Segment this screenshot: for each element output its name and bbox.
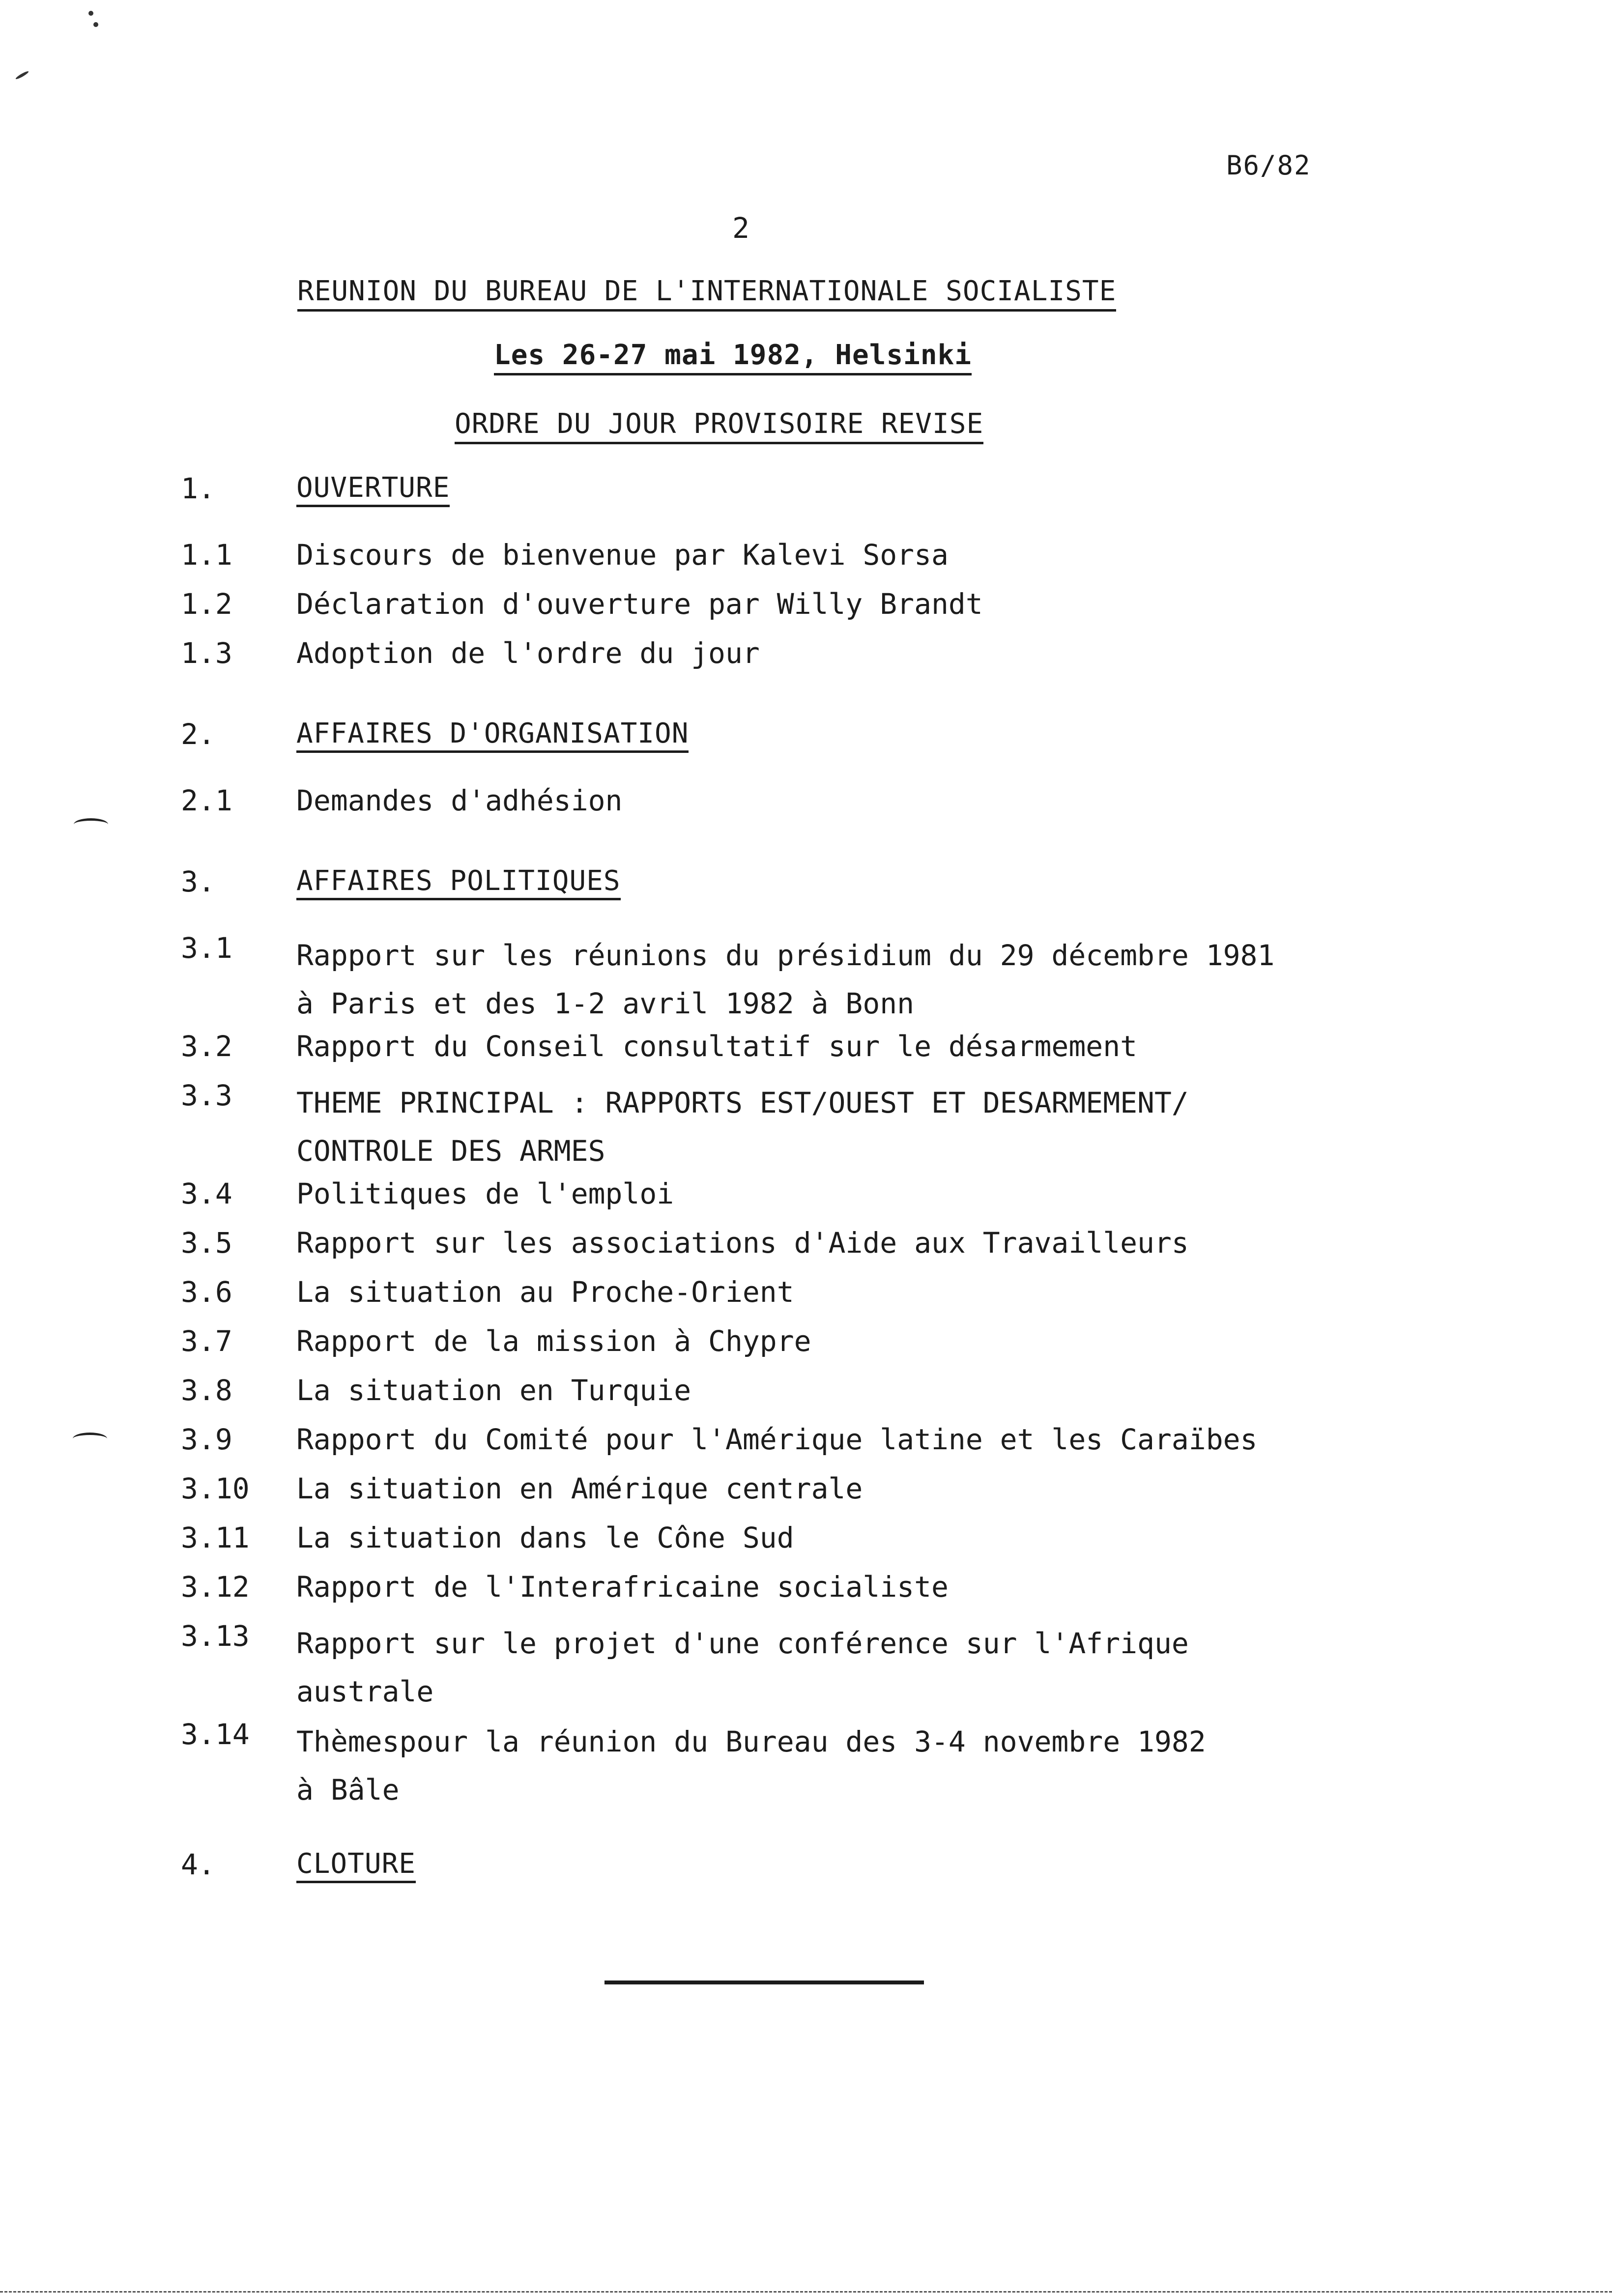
- scan-speck: [93, 22, 98, 27]
- margin-mark: [73, 1433, 107, 1445]
- item-number: 3.10: [181, 1472, 250, 1505]
- item-text: [296, 1619, 1189, 1716]
- item-text: La situation en Turquie: [296, 1374, 691, 1407]
- section-number: 3.: [181, 865, 215, 898]
- item-text: Rapport de l'Interafricaine socialiste: [296, 1570, 949, 1604]
- section-title: CLOTURE: [296, 1848, 416, 1883]
- section-number: 4.: [181, 1848, 215, 1881]
- item-number: 1.3: [181, 636, 232, 670]
- item-number: 3.11: [181, 1521, 250, 1554]
- meeting-title: REUNION DU BUREAU DE L'INTERNATIONALE SOCIALISTE: [297, 275, 1116, 312]
- item-text: Rapport du Comité pour l'Amérique latine et les Caraïbes: [296, 1423, 1258, 1456]
- item-text-line: Rapport sur le projet d'une conférence sur l'Afrique: [296, 1627, 1189, 1660]
- item-number: 3.5: [181, 1226, 232, 1260]
- section-title: AFFAIRES D'ORGANISATION: [296, 718, 689, 753]
- item-number: 3.9: [181, 1423, 232, 1456]
- item-text: [296, 1718, 1206, 1814]
- item-number: 3.14: [181, 1718, 250, 1751]
- section-title: AFFAIRES POLITIQUES: [296, 865, 621, 900]
- item-number: 1.2: [181, 587, 232, 621]
- item-text: Rapport de la mission à Chypre: [296, 1324, 811, 1358]
- item-text-line: australe: [296, 1675, 434, 1708]
- item-text: Demandes d'adhésion: [296, 784, 623, 817]
- scan-edge-line: [0, 2291, 1612, 2294]
- item-number: 3.8: [181, 1374, 232, 1407]
- item-number: 3.13: [181, 1619, 250, 1653]
- item-text-line: Thèmespour la réunion du Bureau des 3-4 novembre 1982: [296, 1725, 1206, 1758]
- item-text: Discours de bienvenue par Kalevi Sorsa: [296, 538, 949, 572]
- meeting-date-place: Les 26-27 mai 1982, Helsinki: [494, 339, 972, 375]
- item-text: La situation au Proche-Orient: [296, 1275, 794, 1309]
- item-text: [296, 931, 1274, 1028]
- item-number: 3.7: [181, 1324, 232, 1358]
- section-number: 1.: [181, 472, 215, 505]
- item-text: [296, 1079, 1189, 1175]
- item-text-line: Rapport sur les réunions du présidium du 29 décembre 1981: [296, 939, 1275, 972]
- item-text: Adoption de l'ordre du jour: [296, 636, 760, 670]
- item-number: 1.1: [181, 538, 232, 572]
- page-number: 2: [732, 211, 749, 245]
- item-text: La situation dans le Cône Sud: [296, 1521, 794, 1554]
- item-text-line: à Bâle: [296, 1773, 400, 1807]
- scan-speck: [88, 11, 93, 16]
- item-number: 3.3: [181, 1079, 232, 1112]
- item-text: Rapport du Conseil consultatif sur le désarmement: [296, 1030, 1138, 1063]
- item-text-line: THEME PRINCIPAL : RAPPORTS EST/OUEST ET DESARMEMENT/: [296, 1086, 1189, 1119]
- agenda-title: ORDRE DU JOUR PROVISOIRE REVISE: [455, 408, 983, 444]
- item-number: 3.1: [181, 931, 232, 965]
- margin-mark: [74, 818, 108, 831]
- item-text: La situation en Amérique centrale: [296, 1472, 863, 1505]
- item-text-line: à Paris et des 1-2 avril 1982 à Bonn: [296, 987, 915, 1020]
- section-title: OUVERTURE: [296, 472, 450, 507]
- end-rule: [604, 1980, 924, 1984]
- item-number: 3.12: [181, 1570, 250, 1604]
- item-number: 3.4: [181, 1177, 232, 1210]
- scan-speck: [15, 70, 29, 80]
- item-text: Déclaration d'ouverture par Willy Brandt: [296, 587, 983, 621]
- item-text-line: CONTROLE DES ARMES: [296, 1134, 605, 1168]
- item-number: 2.1: [181, 784, 232, 817]
- item-text: Rapport sur les associations d'Aide aux Travailleurs: [296, 1226, 1189, 1260]
- section-number: 2.: [181, 718, 215, 751]
- document-reference: B6/82: [1226, 150, 1311, 181]
- item-text: Politiques de l'emploi: [296, 1177, 674, 1210]
- item-number: 3.2: [181, 1030, 232, 1063]
- item-number: 3.6: [181, 1275, 232, 1309]
